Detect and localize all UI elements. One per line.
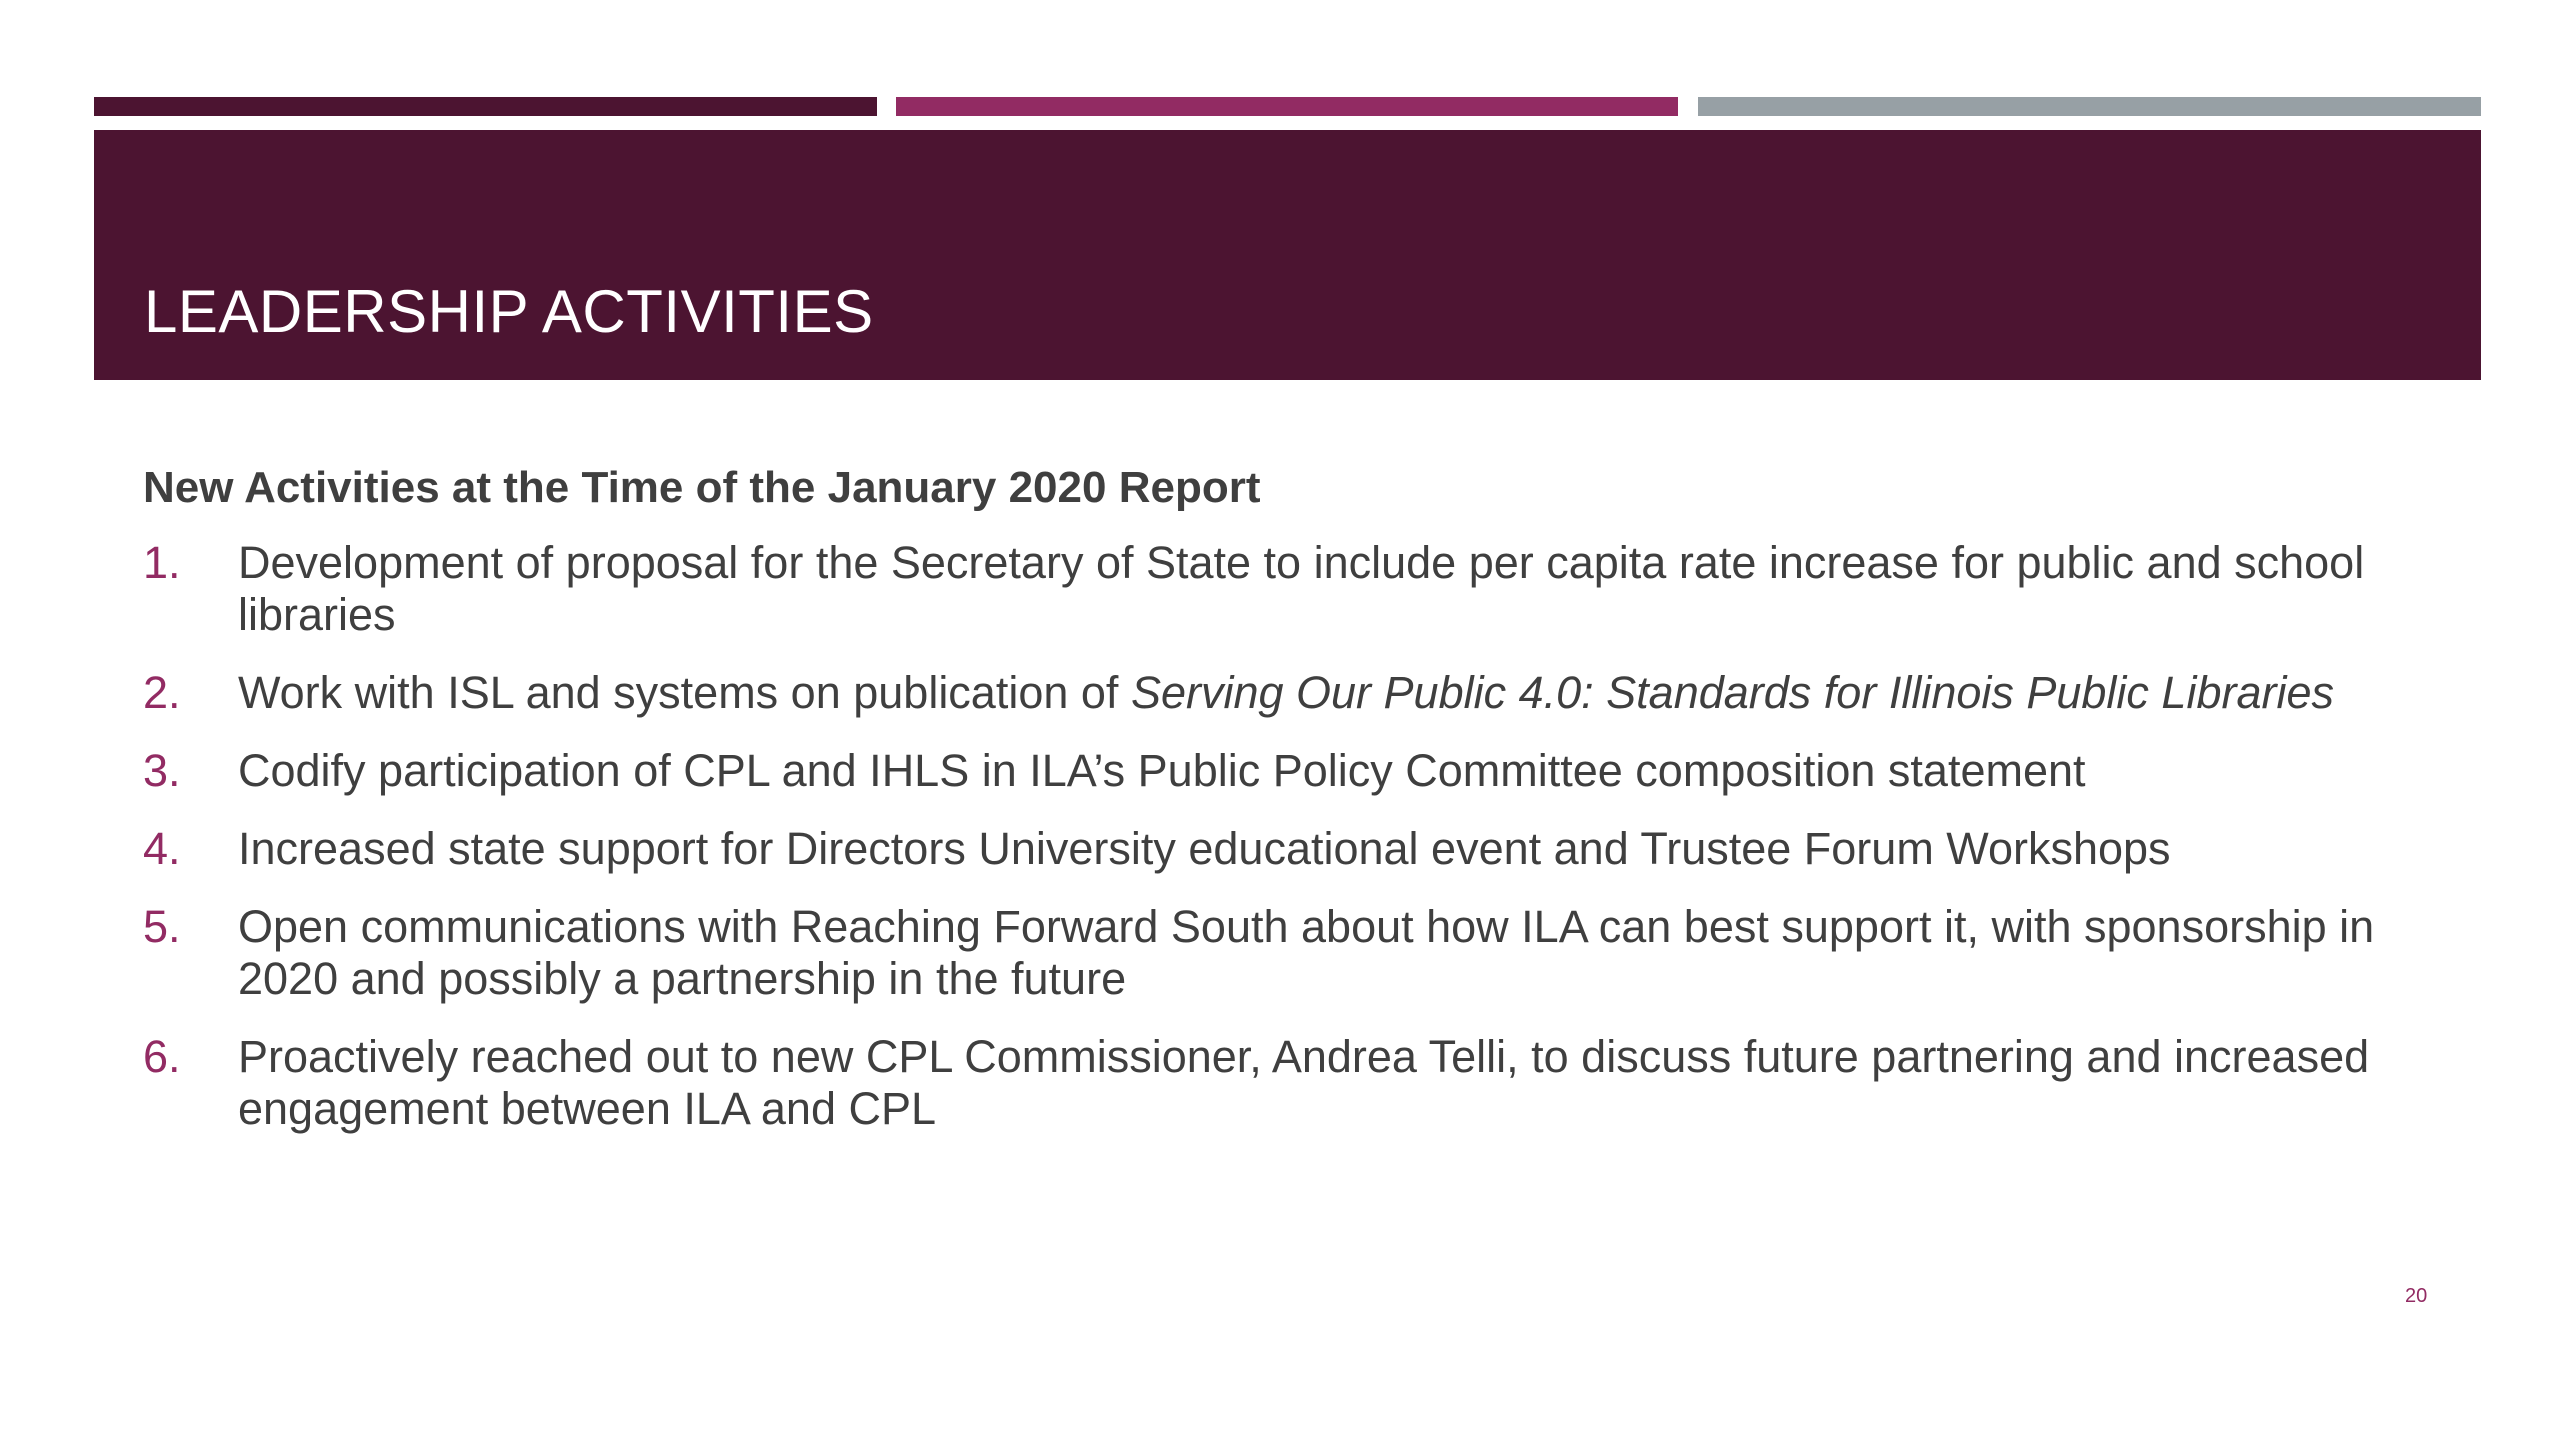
item-number: 6. [143, 1030, 181, 1082]
item-number: 4. [143, 822, 181, 874]
list-item [143, 823, 2443, 875]
item-number: 5. [143, 900, 181, 952]
list-item [143, 1031, 2443, 1135]
accent-bar-gray [1698, 97, 2481, 116]
item-text: Development of proposal for the Secretary of State to include per capita rate increase for public and school libraries [238, 536, 2365, 640]
item-text: Proactively reached out to new CPL Commissioner, Andrea Telli, to discuss future partnering and increased engagement between ILA and CPL [238, 1030, 2370, 1134]
item-number: 1. [143, 536, 181, 588]
activity-list [143, 537, 2443, 1135]
item-text: Codify participation of CPL and IHLS in ILA’s Public Policy Committee composition statement [238, 744, 2086, 796]
subheading: New Activities at the Time of the January 2020 Report [143, 463, 1261, 512]
slide-title: LEADERSHIP ACTIVITIES [144, 278, 874, 345]
list-item [143, 537, 2443, 641]
page-number: 20 [2405, 1285, 2428, 1307]
list-item [143, 901, 2443, 1005]
accent-bar-dark [94, 97, 877, 116]
slide-content [143, 462, 2443, 1161]
accent-bar-magenta [896, 97, 1678, 116]
list-item [143, 667, 2443, 719]
item-text: Work with ISL and systems on publication of [238, 666, 1131, 718]
item-text: Open communications with Reaching Forward South about how ILA can best support it, with sponsorship in 2020 and possibly a partnership in the future [238, 900, 2375, 1004]
list-item [143, 745, 2443, 797]
publication-title: Serving Our Public 4.0: Standards for Illinois Public Libraries [1130, 666, 2335, 718]
item-text: Increased state support for Directors University educational event and Trustee Forum Workshops [238, 822, 2171, 874]
item-number: 3. [143, 744, 181, 796]
title-band [94, 130, 2481, 380]
item-number: 2. [143, 666, 181, 718]
